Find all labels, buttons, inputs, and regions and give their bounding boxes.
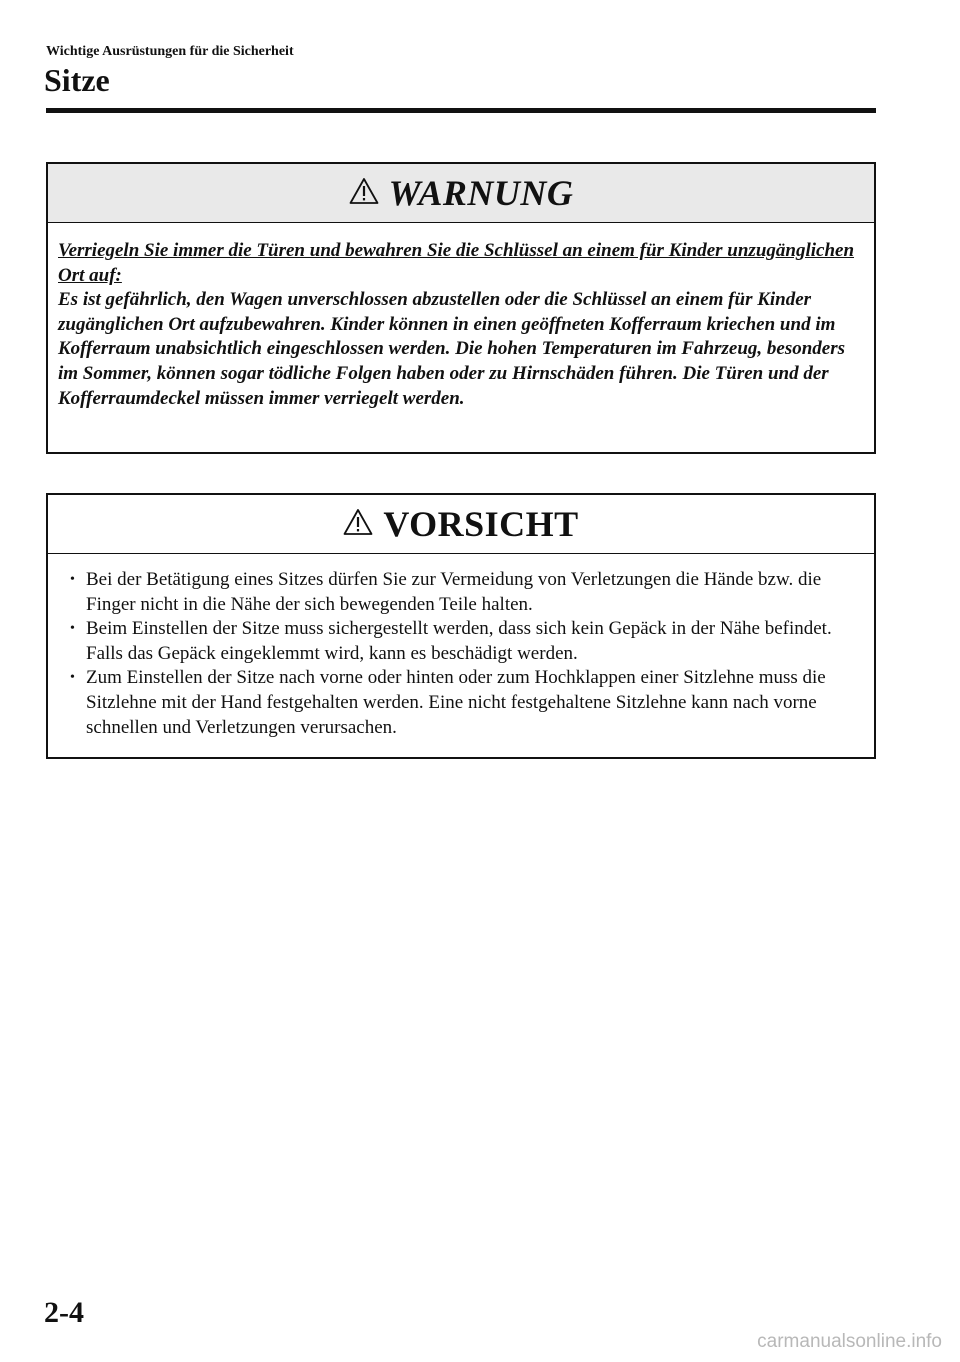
caution-header bbox=[48, 495, 874, 554]
watermark: carmanualsonline.info bbox=[757, 1331, 942, 1352]
warning-triangle-icon bbox=[349, 177, 379, 210]
warning-triangle-icon bbox=[343, 508, 373, 541]
warning-body bbox=[48, 223, 858, 411]
caution-item: • Zum Einstellen der Sitze nach vorne oder hinten oder zum Hochklappen einer Sitzlehne muss die Sitzlehne mit der Hand festgehalten werden. Eine nicht festgehaltene Sitzlehne kann nach vorne schnellen und Verletzungen verursachen. bbox=[48, 666, 874, 740]
caution-list bbox=[48, 554, 874, 740]
page-number: 2-4 bbox=[44, 1296, 84, 1329]
warning-lead: Verriegeln Sie immer die Türen und bewahren Sie die Schlüssel an einem für Kinder unzugänglichen Ort auf: bbox=[58, 240, 855, 286]
caution-box bbox=[46, 493, 876, 759]
warning-text: Es ist gefährlich, den Wagen unverschlossen abzustellen oder die Schlüssel an einem für Kinder zugänglichen Ort aufzubewahren. Kinder können in einen geöffneten Kofferraum kriechen und im Kofferraum unabsichtlich eingeschlossen werden. Die hohen Temperaturen im Fahrzeug, besonders im Sommer, können sogar tödliche Folgen haben oder zu Hirnschäden führen. Die Türen und der Kofferraumdeckel müssen immer verriegelt werden. bbox=[58, 289, 846, 409]
page-title: Sitze bbox=[44, 62, 110, 98]
section-label: Wichtige Ausrüstungen für die Sicherheit bbox=[46, 44, 294, 59]
caution-item: • Beim Einstellen der Sitze muss sichergestellt werden, dass sich kein Gepäck in der Nähe befindet. Falls das Gepäck eingeklemmt wird, kann es beschädigt werden. bbox=[48, 617, 874, 666]
warning-heading: WARNUNG bbox=[388, 173, 574, 213]
title-rule bbox=[46, 108, 876, 113]
caution-item: • Bei der Betätigung eines Sitzes dürfen Sie zur Vermeidung von Verletzungen die Hände bzw. die Finger nicht in die Nähe der sich bewegenden Teile halten. bbox=[48, 568, 874, 617]
warning-header bbox=[48, 164, 874, 223]
warning-box bbox=[46, 162, 876, 454]
caution-heading: VORSICHT bbox=[383, 504, 579, 544]
